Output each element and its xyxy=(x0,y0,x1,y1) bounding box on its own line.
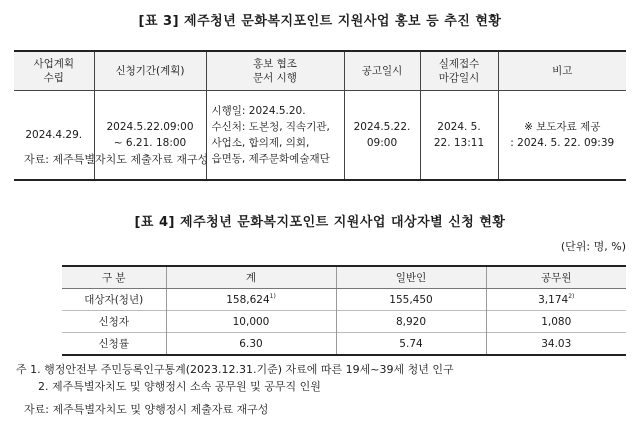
row-label: 신청률 xyxy=(62,333,166,356)
header-category: 구 분 xyxy=(62,266,166,289)
application-status-table xyxy=(62,265,626,356)
cell-official: 1,080 xyxy=(486,311,626,333)
cell-general: 8,920 xyxy=(336,311,486,333)
header-promo: 홍보 협조 문서 시행 xyxy=(206,51,344,91)
cell-general: 5.74 xyxy=(336,333,486,356)
header-plan: 사업계획 수립 xyxy=(14,51,94,91)
note-2: 2. 제주특별자치도 및 양행정시 소속 공무원 및 공무직 인원 xyxy=(38,380,321,393)
cell-remark: ※ 보도자료 제공 : 2024. 5. 22. 09:39 xyxy=(498,91,626,181)
table3-title: [표 3] 제주청년 문화복지포인트 지원사업 홍보 등 추진 현황 xyxy=(138,14,502,29)
header-deadline: 실제접수 마감일시 xyxy=(420,51,498,91)
table4-source: 자료: 제주특별자치도 및 양행정시 제출자료 재구성 xyxy=(24,403,269,416)
row-label: 신청자 xyxy=(62,311,166,333)
cell-official: 3,174$^{2)}$ xyxy=(486,289,626,311)
unit-label: (단위: 명, %) xyxy=(560,240,626,253)
cell-total: 158,624$^{1)}$ xyxy=(166,289,336,311)
header-notice: 공고일시 xyxy=(344,51,420,91)
header-remark: 비고 xyxy=(498,51,626,91)
header-period: 신청기간(계획) xyxy=(94,51,206,91)
cell-total: 6.30 xyxy=(166,333,336,356)
cell-period: 2024.5.22.09:00 ~ 6.21. 18:00 xyxy=(94,91,206,181)
header-official: 공무원 xyxy=(486,266,626,289)
cell-plan: 2024.4.29. xyxy=(14,91,94,181)
cell-official: 34.03 xyxy=(486,333,626,356)
table4-title: [표 4] 제주청년 문화복지포인트 지원사업 대상자별 신청 현황 xyxy=(134,215,506,230)
header-general: 일반인 xyxy=(336,266,486,289)
row-label: 대상자(청년) xyxy=(62,289,166,311)
table-header-row xyxy=(14,51,626,91)
header-total: 계 xyxy=(166,266,336,289)
cell-notice: 2024.5.22. 09:00 xyxy=(344,91,420,181)
note-1: 주 1. 행정안전부 주민등록인구통계(2023.12.31.기준) 자료에 따른 19세~39세 청년 인구 xyxy=(16,363,454,376)
cell-promo: 시행일: 2024.5.20. 수신처: 도본청, 직속기관, 사업소, 합의제, 의회, 읍면동, 제주문화예술재단 xyxy=(206,91,344,181)
table3-source: 자료: 제주특별자치도 제출자료 재구성 xyxy=(24,153,209,166)
cell-total: 10,000 xyxy=(166,311,336,333)
table-header-row xyxy=(62,266,626,289)
cell-general: 155,450 xyxy=(336,289,486,311)
table-row xyxy=(62,289,626,311)
table-row xyxy=(62,311,626,333)
cell-deadline: 2024. 5. 22. 13:11 xyxy=(420,91,498,181)
table-row xyxy=(62,333,626,356)
